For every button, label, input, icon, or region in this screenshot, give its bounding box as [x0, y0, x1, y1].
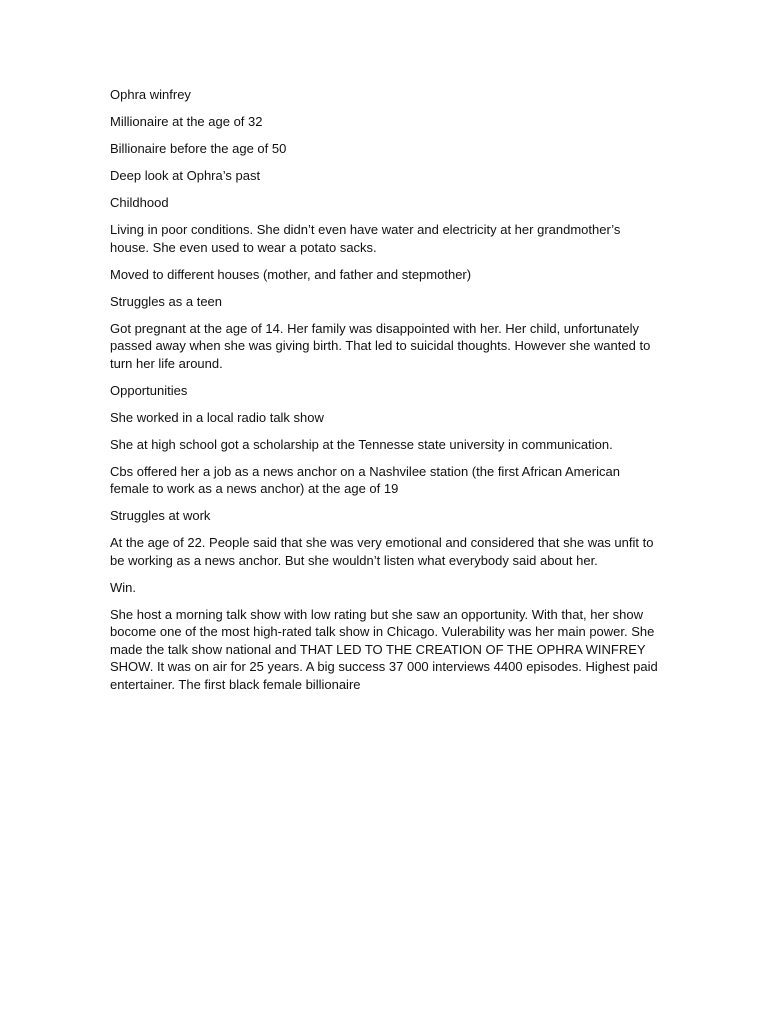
- section-heading-opportunities: Opportunities: [110, 382, 188, 398]
- section-heading-struggles-work: Struggles at work: [110, 508, 211, 523]
- paragraph: Deep look at Ophra’s past: [110, 168, 261, 183]
- document-body: [110, 86, 658, 703]
- paragraph: She at high school got a scholarship at the Tennesse state university in communication.: [110, 436, 613, 452]
- paragraph: Cbs offered her a job as a news anchor on a Nashvilee station (the first African American female to work as a news anchor) at the age of 19: [110, 463, 620, 496]
- paragraph: Living in poor conditions. She didn’t even have water and electricity at her grandmother’s house. She even used to wear a potato sacks.: [110, 222, 621, 255]
- paragraph: Moved to different houses (mother, and father and stepmother): [110, 266, 472, 282]
- paragraph-title: Ophra winfrey: [110, 87, 191, 102]
- section-heading-childhood: Childhood: [110, 195, 169, 210]
- paragraph: Billionaire before the age of 50: [110, 141, 287, 156]
- paragraph: She worked in a local radio talk show: [110, 409, 324, 425]
- paragraph: Got pregnant at the age of 14. Her family was disappointed with her. Her child, unfortunately passed away when she was giving birth. That led to suicidal thoughts. However she wanted to turn her life around.: [110, 320, 651, 371]
- paragraph: At the age of 22. People said that she was very emotional and considered that she was unfit to be working as a news anchor. But she wouldn’t listen what everybody said about her.: [110, 535, 654, 568]
- section-heading-win: Win.: [110, 579, 136, 595]
- section-heading-struggles-teen: Struggles as a teen: [110, 293, 223, 309]
- paragraph: Millionaire at the age of 32: [110, 114, 263, 129]
- paragraph: She host a morning talk show with low rating but she saw an opportunity. With that, her show bocome one of the most high-rated talk show in Chicago. Vulerability was her main power. She made the talk show national and THAT LED TO THE CREATION OF THE OPHRA WINFREY SHOW. It was on air for 25 years. A big success 37 000 interviews 4400 episodes. Highest paid entertainer. The first black female billionaire: [110, 606, 658, 692]
